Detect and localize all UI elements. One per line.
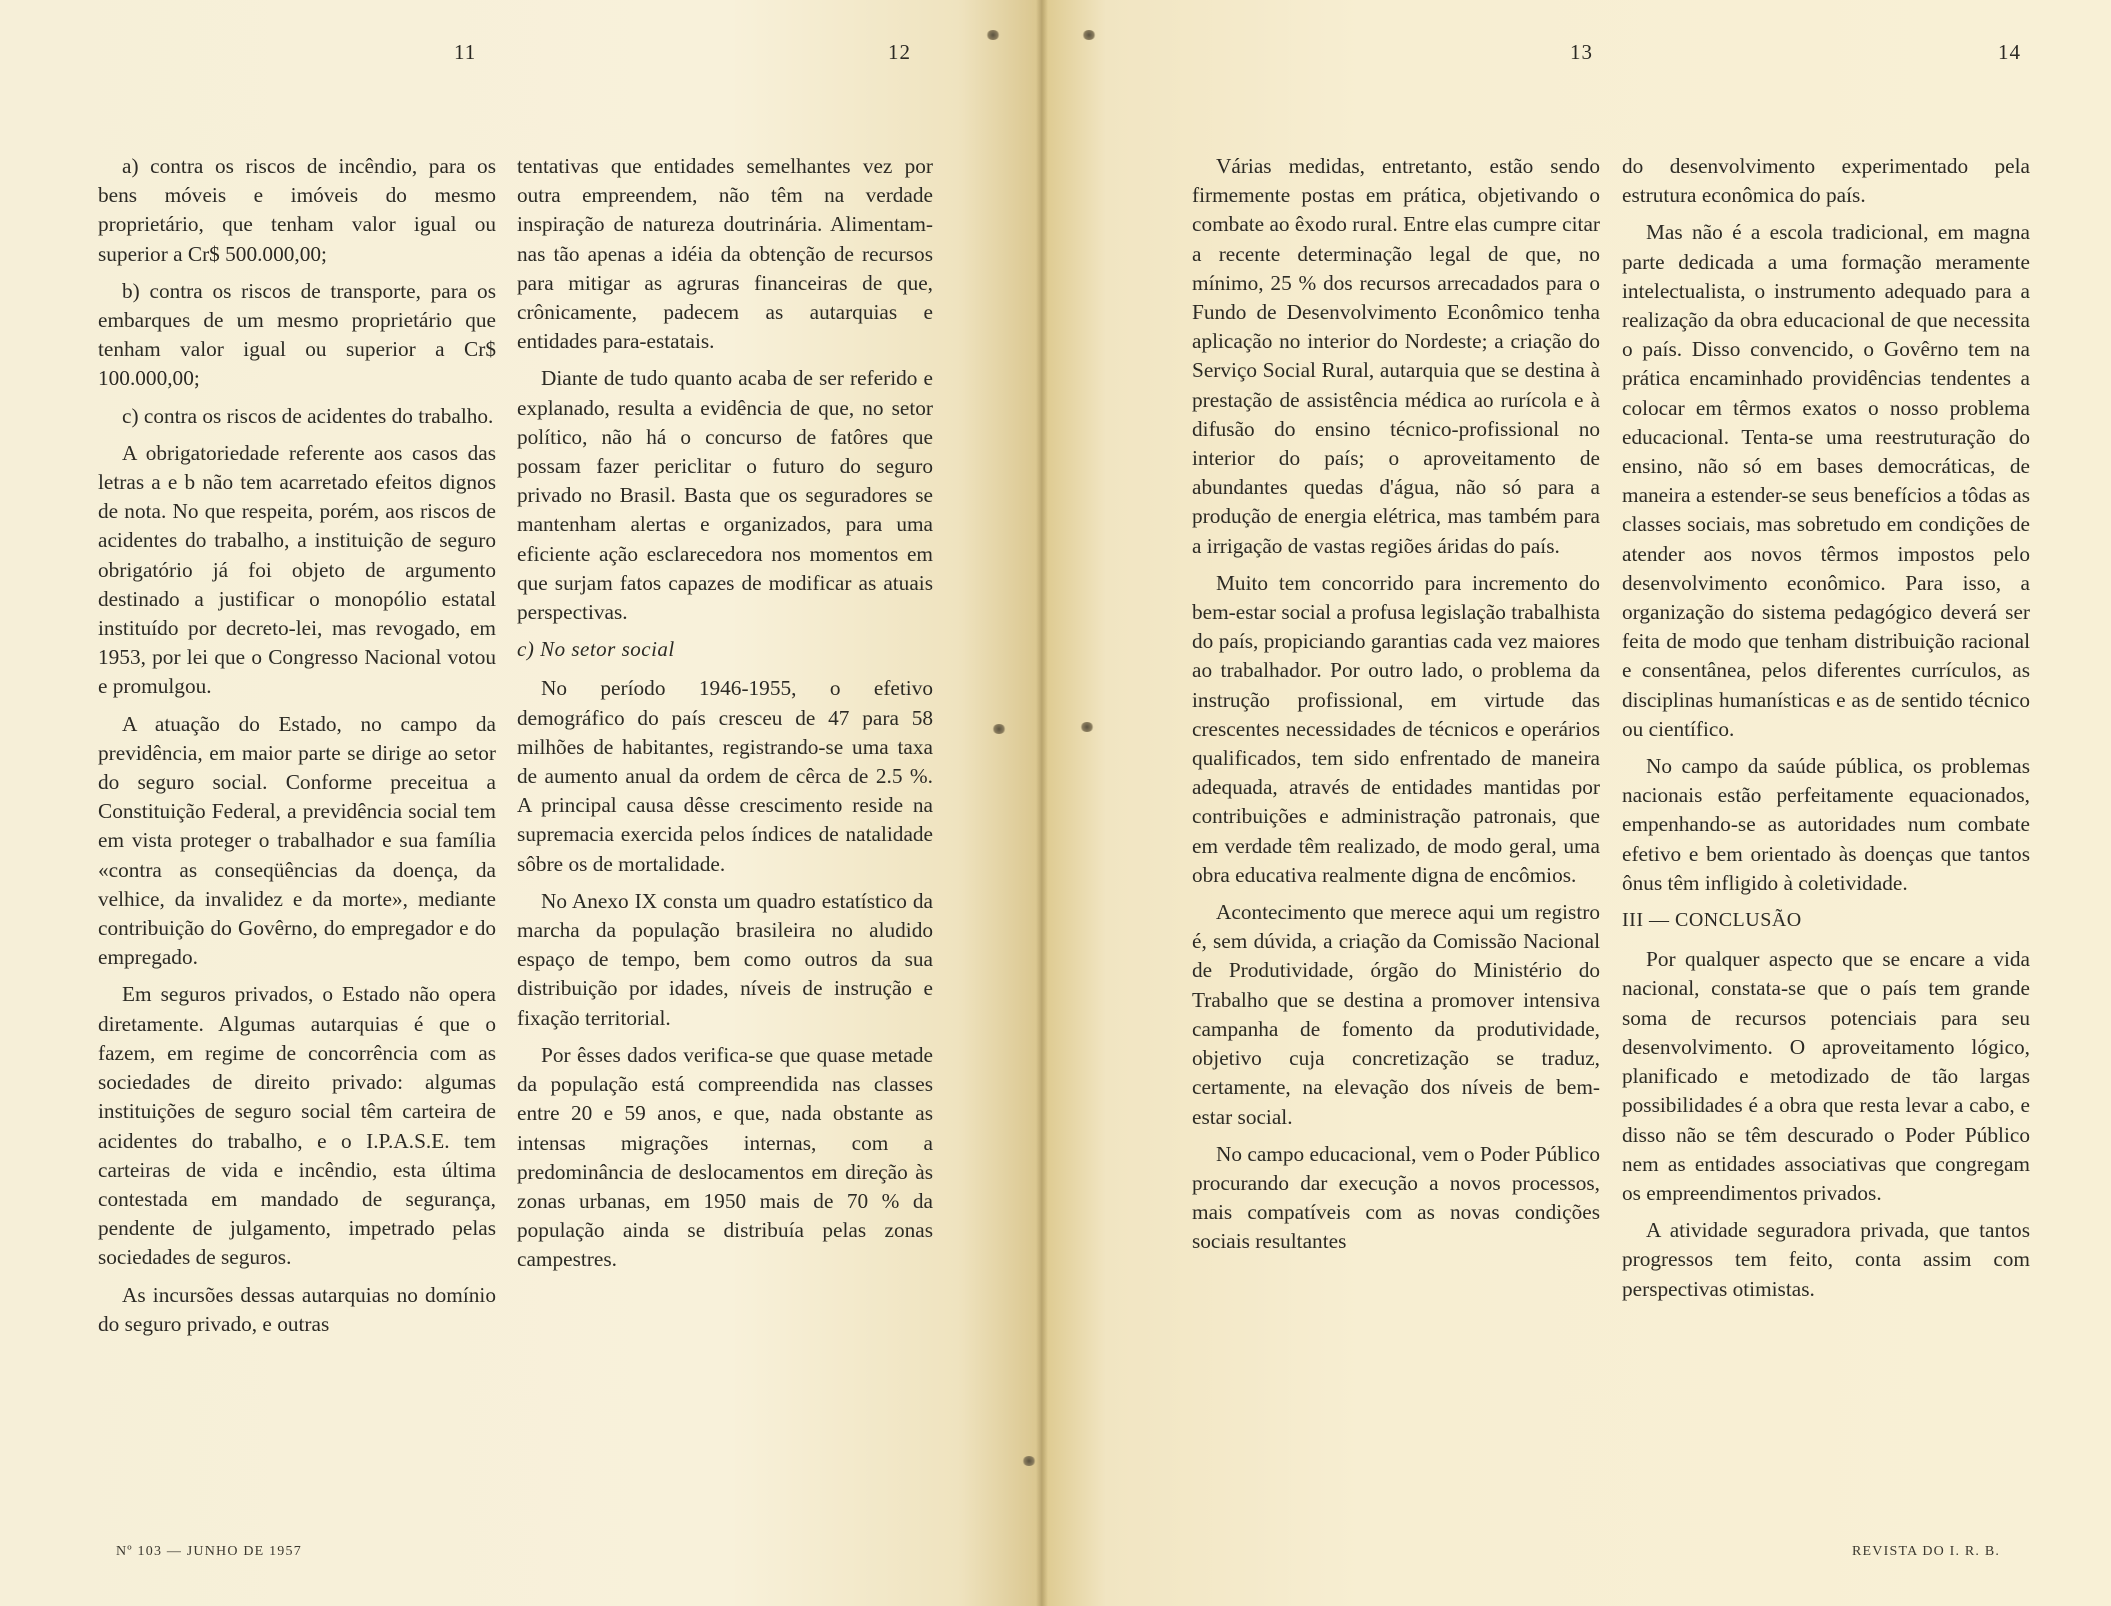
staple-hole <box>992 724 1006 734</box>
paragraph: Acontecimento que merece aqui um registro é, sem dúvida, a criação da Comissão Nacional de Produtividade, órgão do Ministério do Trabalho que se destina a promover intensiva campanha de fomento da produtividade, objetivo cuja concretização se traduz, certamente, na elevação dos níveis de bem-estar social. <box>1192 900 1600 1129</box>
page-13-column <box>1192 152 1600 1257</box>
page-number-14: 14 <box>1998 40 2021 64</box>
section-heading: c) No setor social <box>517 637 675 662</box>
right-sheet <box>1042 0 2111 1606</box>
paragraph: Por êsses dados verifica-se que quase metade da população está compreendida nas classes entre 20 e 59 anos, e que, nada obstante as intensas migrações internas, com a predominância de deslocamentos em direção às zonas urbanas, em 1950 mais de 70 % da população ainda se distribuía pelas zonas campestres. <box>517 1042 933 1272</box>
paragraph: Diante de tudo quanto acaba de ser referido e explanado, resulta a evidência de que, no setor político, não há o concurso de fatôres que possam fazer periclitar o futuro do seguro privado no Brasil. Basta que os seguradores se mantenham alertas e organizados, para uma eficiente ação esclarecedora nos momentos em que surjam fatos capazes de modificar as atuais perspectivas. <box>517 366 933 625</box>
page-11-column <box>98 152 496 1339</box>
paragraph: c) contra os riscos de acidentes do trabalho. <box>122 403 494 428</box>
page-12-column <box>517 152 933 1275</box>
paragraph: Muito tem concorrido para incremento do bem-estar social a profusa legislação trabalhista do país, propiciando garantias cada vez maiores ao trabalhador. Por outro lado, o problema da instrução profissional, em virtude das crescentes necessidades de técnicos e operários qualificados, tem sido enfrentado de maneira adequada, através de entidades mantidas por contribuições e administração patronais, que em verdade têm realizado, de modo geral, uma obra educativa realmente digna de encômios. <box>1192 570 1600 887</box>
journal-footer: REVISTA DO I. R. B. <box>1852 1544 2001 1559</box>
paragraph: b) contra os riscos de transporte, para os embarques de um mesmo proprietário que tenham valor igual ou superior a Cr$ 100.000,00; <box>98 278 496 391</box>
paragraph: No período 1946-1955, o efetivo demográfico do país cresceu de 47 para 58 milhões de habitantes, registrando-se uma taxa de aumento anual da ordem de cêrca de 2.5 %. A principal causa dêsse crescimento reside na supremacia exercida pelos índices de natalidade sôbre os de mortalidade. <box>517 676 933 876</box>
page-14-column <box>1622 152 2030 1304</box>
paragraph: No campo educacional, vem o Poder Público procurando dar execução a novos processos, mais compatíveis com as novas condições sociais resultantes <box>1192 1141 1600 1254</box>
page-number-11: 11 <box>454 40 477 64</box>
staple-hole <box>1082 30 1096 40</box>
paragraph: Várias medidas, entretanto, estão sendo firmemente postas em prática, objetivando o combate ao êxodo rural. Entre elas cumpre citar a recente determinação legal de que, no mínimo, 25 % dos recursos arrecadados para o Fundo de Desenvolvimento Econômico tenha aplicação no interior do Nordeste; a criação do Serviço Social Rural, autarquia que se destina à prestação de assistência médica ao rurícola e à difusão do ensino técnico-profissional no interior do país; o aproveitamento de abundantes quedas d'água, não só para a produção de energia elétrica, mas também para a irrigação de vastas regiões áridas do país. <box>1192 154 1600 558</box>
section-heading: III — CONCLUSÃO <box>1622 909 1802 932</box>
paragraph: Mas não é a escola tradicional, em magna parte dedicada a uma formação meramente intelectualista, o instrumento adequado para a realização da obra educacional de que necessita o país. Disso convencido, o Govêrno tem na prática encaminhado providências tendentes a colocar em têrmos exatos o nosso problema educacional. Tenta-se uma reestruturação do ensino, não só em bases democráticas, de maneira a estender-se seus benefícios a tôdas as classes sociais, mas sobretudo em condições de atender aos novos têrmos impostos pelo desenvolvimento econômico. Para isso, a organização do sistema pedagógico deverá ser feita de modo que tenham distribuição racional e consentânea, pelos diferentes currículos, as disciplinas humanísticas e as de sentido técnico ou científico. <box>1622 220 2030 741</box>
page-number-12: 12 <box>888 40 911 64</box>
paragraph: a) contra os riscos de incêndio, para os bens móveis e imóveis do mesmo proprietário, que tenham valor igual ou superior a Cr$ 500.000,00; <box>98 154 496 266</box>
paragraph: A atuação do Estado, no campo da previdência, em maior parte se dirige ao setor do seguro social. Conforme preceitua a Constituição Federal, a previdência social tem em vista proteger o trabalhador e sua família «contra as conseqüências da doença, da velhice, da invalidez e da morte», mediante contribuição do Govêrno, do empregador e do empregado. <box>98 711 496 970</box>
paragraph: A atividade seguradora privada, que tantos progressos tem feito, conta assim com perspectivas otimistas. <box>1622 1218 2030 1301</box>
binding-gutter <box>1036 0 1048 1606</box>
staple-hole <box>1022 1456 1036 1466</box>
staple-hole <box>1080 722 1094 732</box>
paragraph: No Anexo IX consta um quadro estatístico da marcha da população brasileira no aludido espaço de tempo, bem como outros da sua distribuição por idades, níveis de instrução e fixação territorial. <box>517 888 933 1030</box>
paragraph: Por qualquer aspecto que se encare a vida nacional, constata-se que o país tem grande soma de recursos potenciais para seu desenvolvimento. O aproveitamento lógico, planificado e metodizado de tão largas possibilidades é a obra que resta levar a cabo, e disso não se têm descurado o Poder Público nem as entidades associativas que congregam os empreendimentos privados. <box>1622 947 2030 1205</box>
staple-hole <box>986 30 1000 40</box>
paragraph: tentativas que entidades semelhantes vez por outra empreendem, não têm na verdade inspiração de natureza doutrinária. Alimentam-nas tão apenas a idéia da obtenção de recursos para mitigar as agruras financeiras de que, crônicamente, padecem as autarquias e entidades para-estatais. <box>517 154 933 354</box>
paragraph: As incursões dessas autarquias no domínio do seguro privado, e outras <box>98 1282 496 1336</box>
paragraph: No campo da saúde pública, os problemas nacionais estão perfeitamente equacionados, empenhando-se as autoridades num combate efetivo e bem orientado às doenças que tantos ônus têm infligido à coletividade. <box>1622 754 2030 895</box>
left-sheet <box>0 0 1042 1606</box>
page-number-13: 13 <box>1570 40 1593 64</box>
paragraph: do desenvolvimento experimentado pela estrutura econômica do país. <box>1622 154 2030 208</box>
paragraph: A obrigatoriedade referente aos casos das letras a e b não tem acarretado efeitos dignos de nota. No que respeita, porém, aos riscos de acidentes do trabalho, a instituição de seguro obrigatório já foi objeto de argumento destinado a justificar o monopólio estatal instituído por decreto-lei, mas revogado, em 1953, por lei que o Congresso Nacional votou e promulgou. <box>98 440 496 699</box>
paragraph: Em seguros privados, o Estado não opera diretamente. Algumas autarquias é que o fazem, em regime de concorrência com as sociedades de direito privado: algumas instituições de seguro social têm carteira de acidentes do trabalho, e o I.P.A.S.E. tem carteiras de vida e incêndio, esta última contestada em mandado de segurança, pendente de julgamento, impetrado pelas sociedades de seguros. <box>98 982 496 1270</box>
issue-footer: Nº 103 — JUNHO DE 1957 <box>116 1544 302 1559</box>
